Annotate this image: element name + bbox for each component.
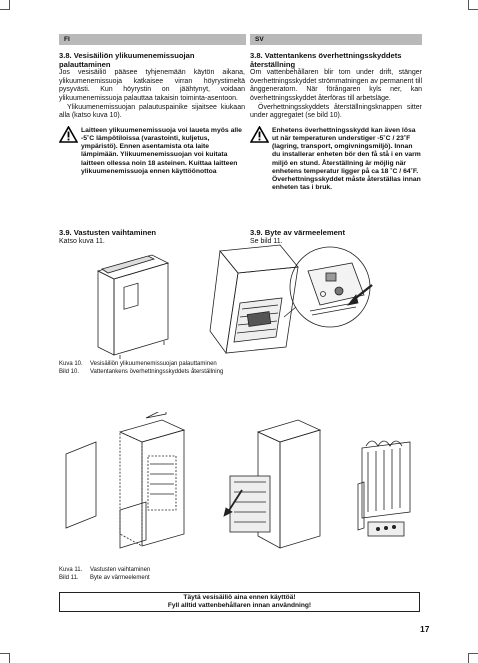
figure-11-sv-caption: Byte av värmeelement [90,574,150,581]
figure-11-illustration [62,412,422,562]
sv-section-3-9-text: Se bild 11. [250,237,283,245]
fi-section-3-9-title: 3.9. Vastusten vaihtaminen [59,228,157,237]
crop-mark-top-right [468,0,478,10]
page-number: 17 [420,624,430,634]
crop-mark-bottom-left [0,653,10,663]
figure-10-illustration [90,243,390,361]
figure-10-sv-caption: Vattentankens överhettningsskyddets återställning [90,368,224,375]
warning-triangle-icon [59,126,78,143]
crop-mark-top-left [0,0,10,10]
notice-line-sv: Fyll alltid vattenbehållaren innan användning! [167,602,312,610]
fi-section-3-8-paragraph-2: Ylikuumenemissuojan palautuspainike sijaitsee kiukaan alla (katso kuva 10). [59,103,245,120]
figure-10-caption [59,361,223,376]
figure-10-fi-caption: Vesisäiliön ylikuumenemissuojan palauttaminen [90,361,217,367]
crop-mark-bottom-right [468,653,478,663]
sv-section-3-8-title: 3.8. Vattentankens överhettningsskyddets återställning [250,51,402,69]
fi-section-3-9-text: Katso kuva 11. [59,237,105,245]
figure-11-fi-caption: Vastusten vaihtaminen [90,567,151,573]
fi-section-3-8-paragraph-1: Jos vesisäiliö pääsee tyhjenemään käytön aikana, ylikuumenemissuoja katkaisee virran höyrystimeltä pysyvästi. Kun höyrystin on jäähtynyt, voidaan ylikuumenemissuoja palauttaa takaisin toiminta-asentoon. [59,69,245,102]
lang-header-fi: FI [59,34,246,45]
sv-section-3-8-paragraph-2: Överhettningsskyddets återställningsknappen sitter under aggregatet (se bild 10). [250,103,422,120]
fi-section-3-8-title: 3.8. Vesisäiliön ylikuumenemissuojan palauttaminen [59,51,195,69]
fi-column [59,52,245,176]
figure-10-sv-label: Bild 10. [59,368,80,375]
sv-section-3-9-title: 3.9. Byte av värmeelement [250,228,345,237]
figure-10-fi-label: Kuva 10. [59,361,83,367]
figure-11-fi-label: Kuva 11. [59,567,83,573]
sv-warning-text: Enhetens överhettningsskydd kan även lösa ut när temperaturen understiger -5˚C / 23˚F (lagring, transport, omgivningsmiljö). Innan du installerar enheten bör den få stå i en varm miljö en stund. Återställning är möjlig när enhetens temperatur ligger på ca 18 ˚C / 64˚F. Överhettningsskyddet måste återställas innan enheten tas i bruk. [272,126,421,192]
sv-column [250,52,422,192]
lang-header-sv: SV [250,34,422,45]
sv-section-3-8-paragraph-1: Om vattenbehållaren blir tom under drift, stänger överhettningsskyddet strömmatningen av permanent till ånggeneratorn. När förångaren kyls ner, kan överhettningsskyddet återföras till arbetsläge. [250,69,422,102]
notice-line-fi: Täytä vesisäiliö aina ennen käyttöä! [183,594,296,601]
figure-11-caption [59,567,150,582]
figure-11-sv-label: Bild 11. [59,574,79,581]
warning-triangle-icon [250,126,269,143]
sv-warning-box [250,127,422,193]
fill-water-notice [59,592,420,612]
fi-warning-box [59,127,245,176]
fi-warning-text: Laitteen ylikuumenemissuoja voi laueta myös alle -5˚C lämpötiloissa (varastointi, kuljetus, ympäristö). Ennen asentamista ota laite lämpimään. Ylikuumenemissuojan voi kuitata laitteen ollessa noin 18 asteinen. Kuittaa laitteen ylikuumenemissuoja ennen käyttöönottoa [81,126,242,175]
